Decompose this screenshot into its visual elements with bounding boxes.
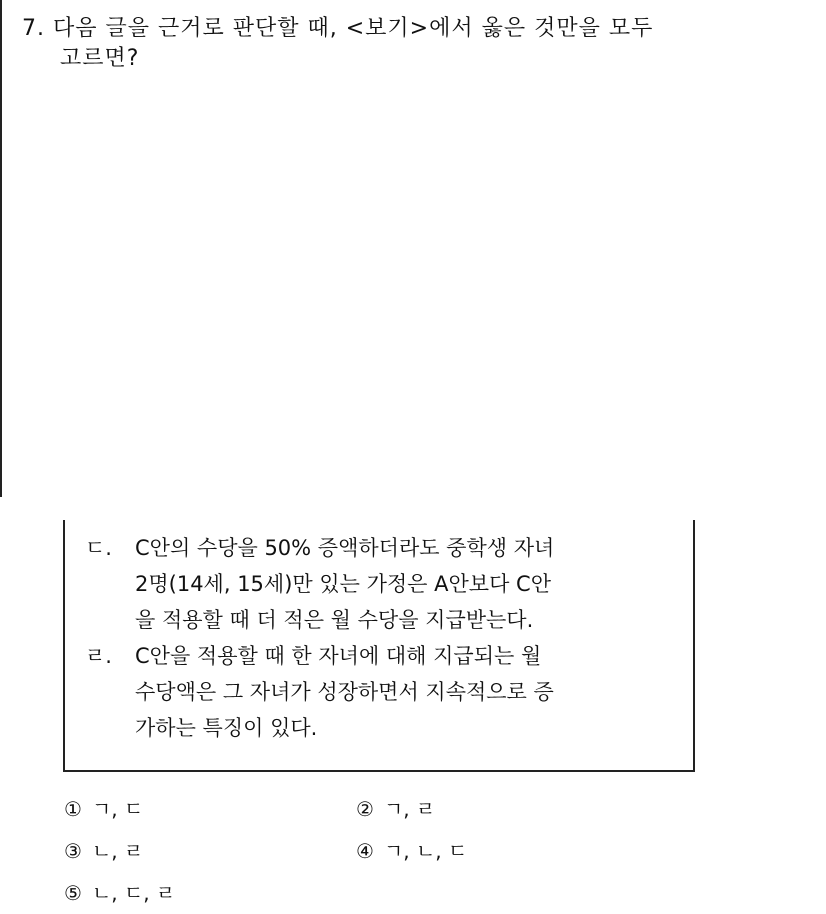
choice-4-text: ㄱ, ㄴ, ㄷ bbox=[383, 839, 468, 863]
choice-3[interactable] bbox=[64, 830, 143, 872]
choice-3-number: ③ bbox=[64, 839, 82, 863]
question-text-line-1: 다음 글을 근거로 판단할 때, <보기>에서 옳은 것만을 모두 bbox=[53, 16, 654, 41]
bogi-item-d-line-2: 2명(14세, 15세)만 있는 가정은 A안보다 C안 bbox=[135, 572, 551, 596]
bogi-marker-d: ㄷ. bbox=[85, 536, 112, 560]
question-text-line-2: 고르면? bbox=[60, 46, 140, 71]
bogi-item-r bbox=[85, 638, 675, 746]
choice-2-text: ㄱ, ㄹ bbox=[383, 797, 436, 821]
choice-5-number: ⑤ bbox=[64, 881, 82, 905]
bogi-marker-r: ㄹ. bbox=[85, 644, 112, 668]
choice-2[interactable] bbox=[356, 788, 435, 830]
choice-3-text: ㄴ, ㄹ bbox=[91, 839, 144, 863]
choice-5[interactable] bbox=[64, 872, 175, 914]
choice-1-text: ㄱ, ㄷ bbox=[91, 797, 144, 821]
choice-4[interactable] bbox=[356, 830, 467, 872]
bogi-item-d-line-3: 을 적용할 때 더 적은 월 수당을 지급받는다. bbox=[135, 608, 534, 632]
left-column-rule bbox=[0, 0, 2, 497]
choice-1[interactable] bbox=[64, 788, 143, 830]
question-line-1 bbox=[22, 14, 802, 44]
question-number: 7. bbox=[22, 16, 45, 41]
bogi-item-d-line-1: C안의 수당을 50% 증액하더라도 중학생 자녀 bbox=[135, 536, 555, 560]
bogi-item-r-line-1: C안을 적용할 때 한 자녀에 대해 지급되는 월 bbox=[135, 644, 542, 668]
choice-1-number: ① bbox=[64, 797, 82, 821]
choice-4-number: ④ bbox=[356, 839, 374, 863]
question-stem bbox=[22, 14, 802, 74]
bogi-item-r-line-3: 가하는 특징이 있다. bbox=[135, 716, 318, 740]
choice-5-text: ㄴ, ㄷ, ㄹ bbox=[91, 881, 176, 905]
choice-2-number: ② bbox=[356, 797, 374, 821]
bogi-item-r-line-2: 수당액은 그 자녀가 성장하면서 지속적으로 증 bbox=[135, 680, 554, 704]
bogi-item-d bbox=[85, 530, 675, 638]
bogi-box bbox=[63, 520, 695, 772]
